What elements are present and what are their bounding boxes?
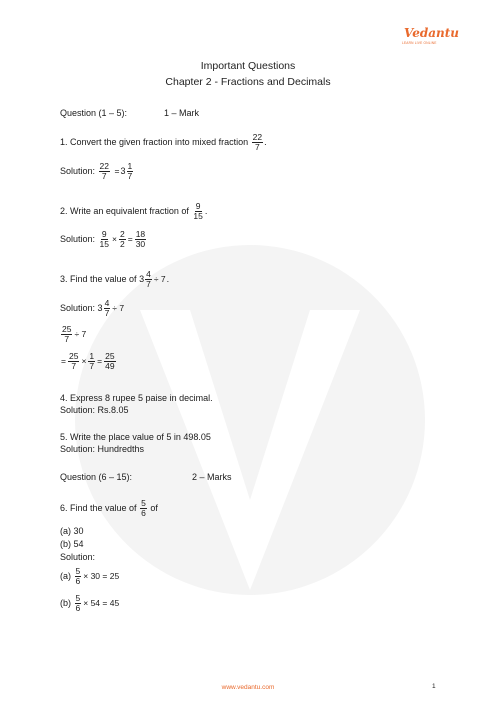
section2-label: Question (6 – 15): — [60, 472, 133, 482]
logo-tagline: LEARN LIVE ONLINE — [402, 41, 437, 45]
question-1: 1. Convert the given fraction into mixed fraction $\frac{22}{7}$ . — [60, 132, 267, 152]
section1-label: Question (1 – 5): — [60, 108, 128, 118]
page-number: 1 — [432, 683, 436, 690]
section2-marks: 2 – Marks — [192, 472, 232, 482]
question-4: 4. Express 8 rupee 5 paise in decimal. — [60, 393, 213, 403]
page-subtitle: Chapter 2 - Fractions and Decimals — [165, 76, 331, 88]
question-1-text: 1. Convert the given fraction into mixed fraction — [60, 136, 249, 147]
section1-marks: 1 – Mark — [164, 108, 200, 118]
option-a: (a) 30 — [60, 526, 84, 536]
vedantu-logo — [396, 26, 460, 46]
solution-3: Solution: 3 $\frac{4}{7}$ ÷ 7 — [60, 298, 125, 318]
question-5: 5. Write the place value of 5 in 498.05 — [60, 432, 211, 442]
solution-3-step-2: $\frac{25}{7}$ ÷ 7 — [62, 324, 87, 344]
footer-url[interactable]: www.vedantu.com — [221, 684, 275, 691]
question-2: 2. Write an equivalent fraction of $\frac{9}{15}$ . — [60, 201, 208, 221]
solution-6-label: Solution: — [60, 552, 96, 562]
question-3: 3. Find the value of 3 $\frac{4}{7}$ ÷ 7. — [60, 269, 170, 289]
solution-4: Solution: Rs.8.05 — [60, 405, 129, 415]
solution-5: Solution: Hundredths — [60, 444, 145, 454]
solution-6b: (b) $\frac{5}{6}$ × 54 = 45 — [60, 593, 120, 613]
solution-3-step-3: = $\frac{25}{7}$ × $\frac{1}{7}$ = $\frac{25}{49}$ — [61, 351, 115, 371]
question-6: 6. Find the value of $\frac{5}{6}$ of — [60, 498, 158, 518]
page-title: Important Questions — [200, 60, 296, 72]
fraction: $\frac{22}{7}$ — [252, 132, 263, 152]
logo-wordmark: Vedantu — [404, 26, 460, 40]
solution-1: Solution: $\frac{22}{7}$ =3 $\frac{1}{7}$ — [60, 161, 133, 181]
solution-2: Solution: $\frac{9}{15}$ × $\frac{2}{2}$ = $\frac{18}{30}$ — [60, 229, 146, 249]
solution-6a: (a) $\frac{5}{6}$ × 30 = 25 — [60, 566, 120, 586]
option-b: (b) 54 — [60, 539, 84, 549]
